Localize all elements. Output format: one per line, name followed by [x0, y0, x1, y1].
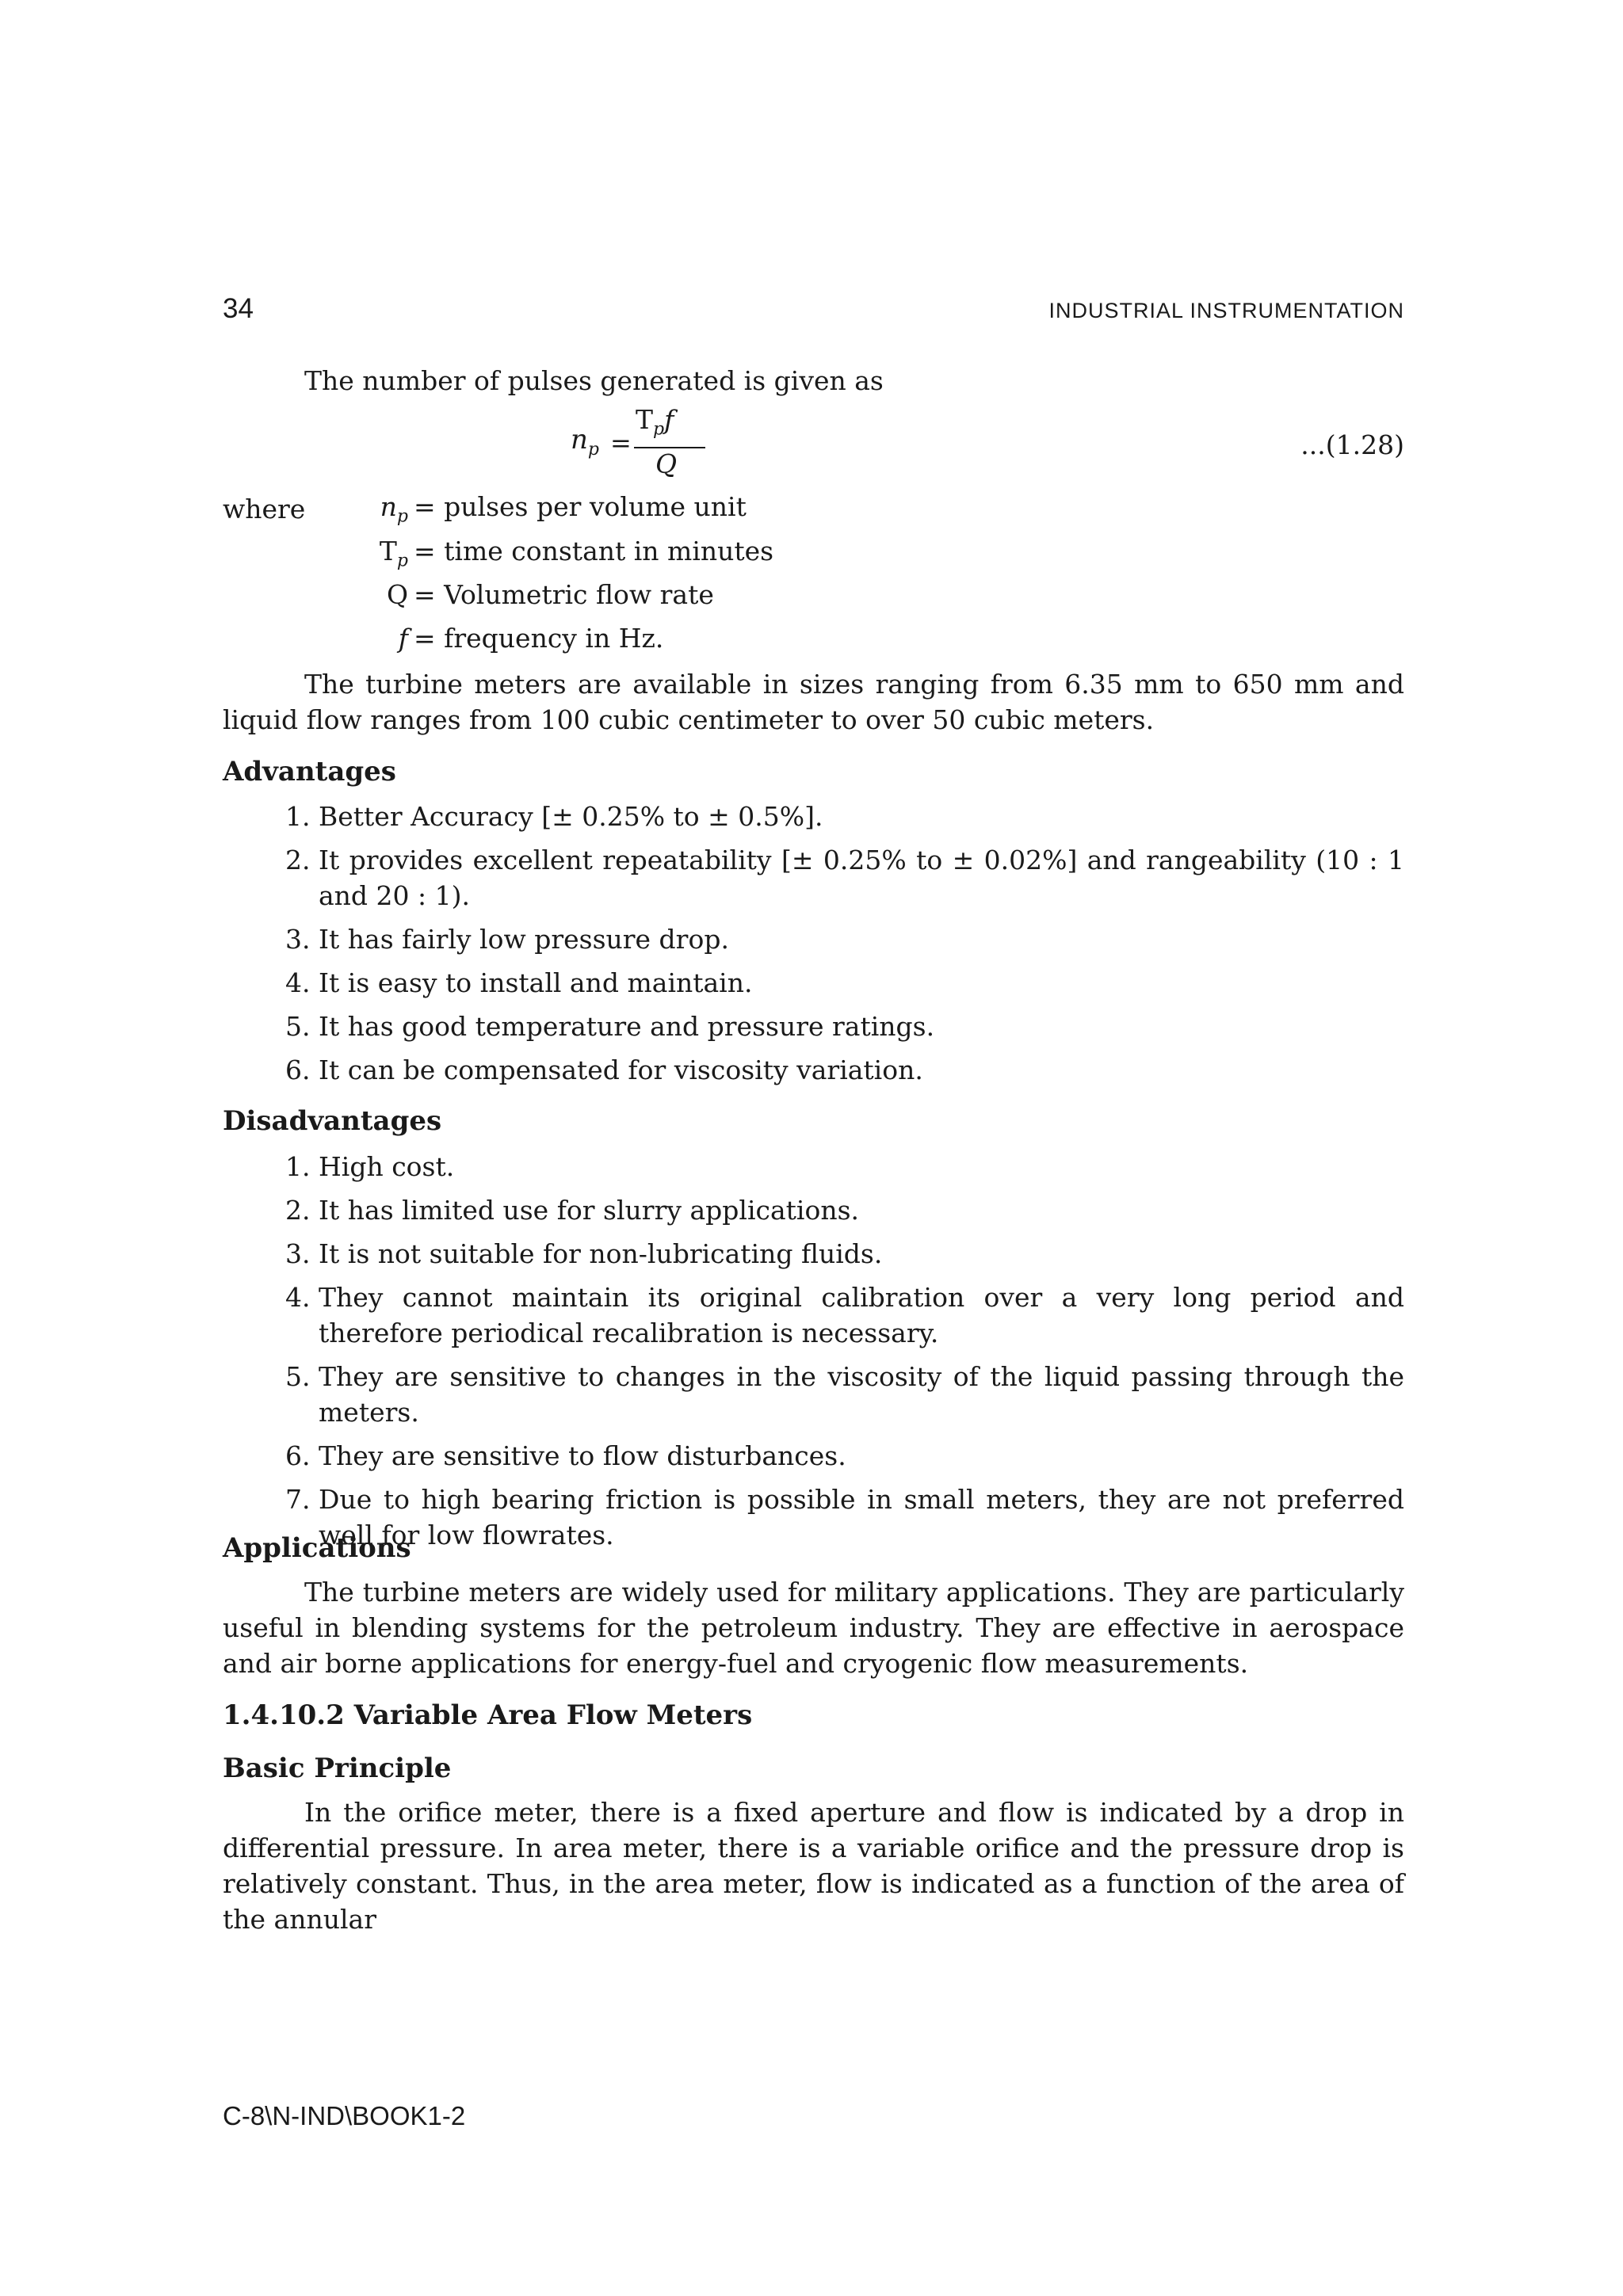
- list-item: 4. It is easy to install and maintain.: [285, 967, 753, 998]
- advantages-heading: Advantages: [223, 756, 396, 788]
- equation-lhs: $n_p$: [571, 424, 599, 460]
- definition-text: = Volumetric flow rate: [414, 579, 714, 610]
- running-head: INDUSTRIAL INSTRUMENTATION: [1048, 299, 1404, 322]
- basic-principle-heading: Basic Principle: [223, 1753, 452, 1784]
- definition-text: = pulses per volume unit: [414, 491, 747, 522]
- list-item: 1. Better Accuracy [± 0.25% to ± 0.5%].: [285, 801, 823, 832]
- equation-number: ...(1.28): [1300, 429, 1404, 460]
- applications-paragraph: The turbine meters are widely used for military applications. They are particularly useful in blending systems for the petroleum industry. They are effective in aerospace and air borne applications for energy-fuel and cryogenic flow measurements.: [223, 1577, 1404, 1679]
- equals-sign: =: [610, 428, 632, 458]
- list-item: 7. Due to high bearing friction is possible in small meters, they are not preferred well for low flowrates.: [285, 1484, 1404, 1550]
- definition-symbol: $n_p$: [380, 491, 408, 527]
- list-item: 2. It has limited use for slurry applications.: [285, 1195, 860, 1226]
- definition-text: = frequency in Hz.: [414, 623, 664, 654]
- list-item: 3. It is not suitable for non-lubricating fluids.: [285, 1238, 883, 1269]
- list-item: 6. They are sensitive to flow disturbances.: [285, 1440, 846, 1471]
- advantages-list: [285, 799, 1404, 1096]
- list-item: 1. High cost.: [285, 1151, 455, 1182]
- list-item: 5. They are sensitive to changes in the viscosity of the liquid passing through the meters.: [285, 1361, 1404, 1428]
- list-item: 3. It has fairly low pressure drop.: [285, 924, 729, 955]
- list-item: 6. It can be compensated for viscosity variation.: [285, 1055, 923, 1085]
- section-heading: 1.4.10.2 Variable Area Flow Meters: [223, 1699, 753, 1731]
- list-item: 2. It provides excellent repeatability [± 0.25% to ± 0.02%] and rangeability (10 : 1 and 20 : 1).: [285, 845, 1404, 911]
- applications-heading: Applications: [223, 1532, 411, 1564]
- intro-line: The number of pulses generated is given as: [304, 365, 884, 396]
- equation-numerator: $T_pf$: [636, 404, 674, 440]
- list-item: 4. They cannot maintain its original calibration over a very long period and therefore periodical recalibration is necessary.: [285, 1282, 1404, 1348]
- where-label: where: [223, 494, 306, 524]
- turbine-sizes-paragraph: The turbine meters are available in sizes ranging from 6.35 mm to 650 mm and liquid flow ranges from 100 cubic centimeter to over 50 cubic meters.: [223, 669, 1404, 735]
- basic-principle-paragraph: In the orifice meter, there is a fixed aperture and flow is indicated by a drop in differential pressure. In area meter, there is a variable orifice and the pressure drop is relatively constant. Thus, in the area meter, flow is indicated as a function of the area of the annular: [223, 1797, 1404, 1935]
- equation-denominator: Q: [655, 448, 678, 479]
- page-number: 34: [223, 293, 254, 324]
- definition-symbol: $T_p$: [379, 536, 408, 571]
- list-item: 5. It has good temperature and pressure ratings.: [285, 1011, 935, 1042]
- disadvantages-heading: Disadvantages: [223, 1105, 442, 1137]
- definition-symbol: Q: [386, 579, 408, 610]
- definition-text: = time constant in minutes: [414, 536, 774, 566]
- disadvantages-list: [285, 1149, 1404, 1561]
- definition-symbol: f: [398, 623, 408, 654]
- equation-1-28: [571, 404, 705, 483]
- footer-code: C-8\N-IND\BOOK1-2: [223, 2101, 466, 2130]
